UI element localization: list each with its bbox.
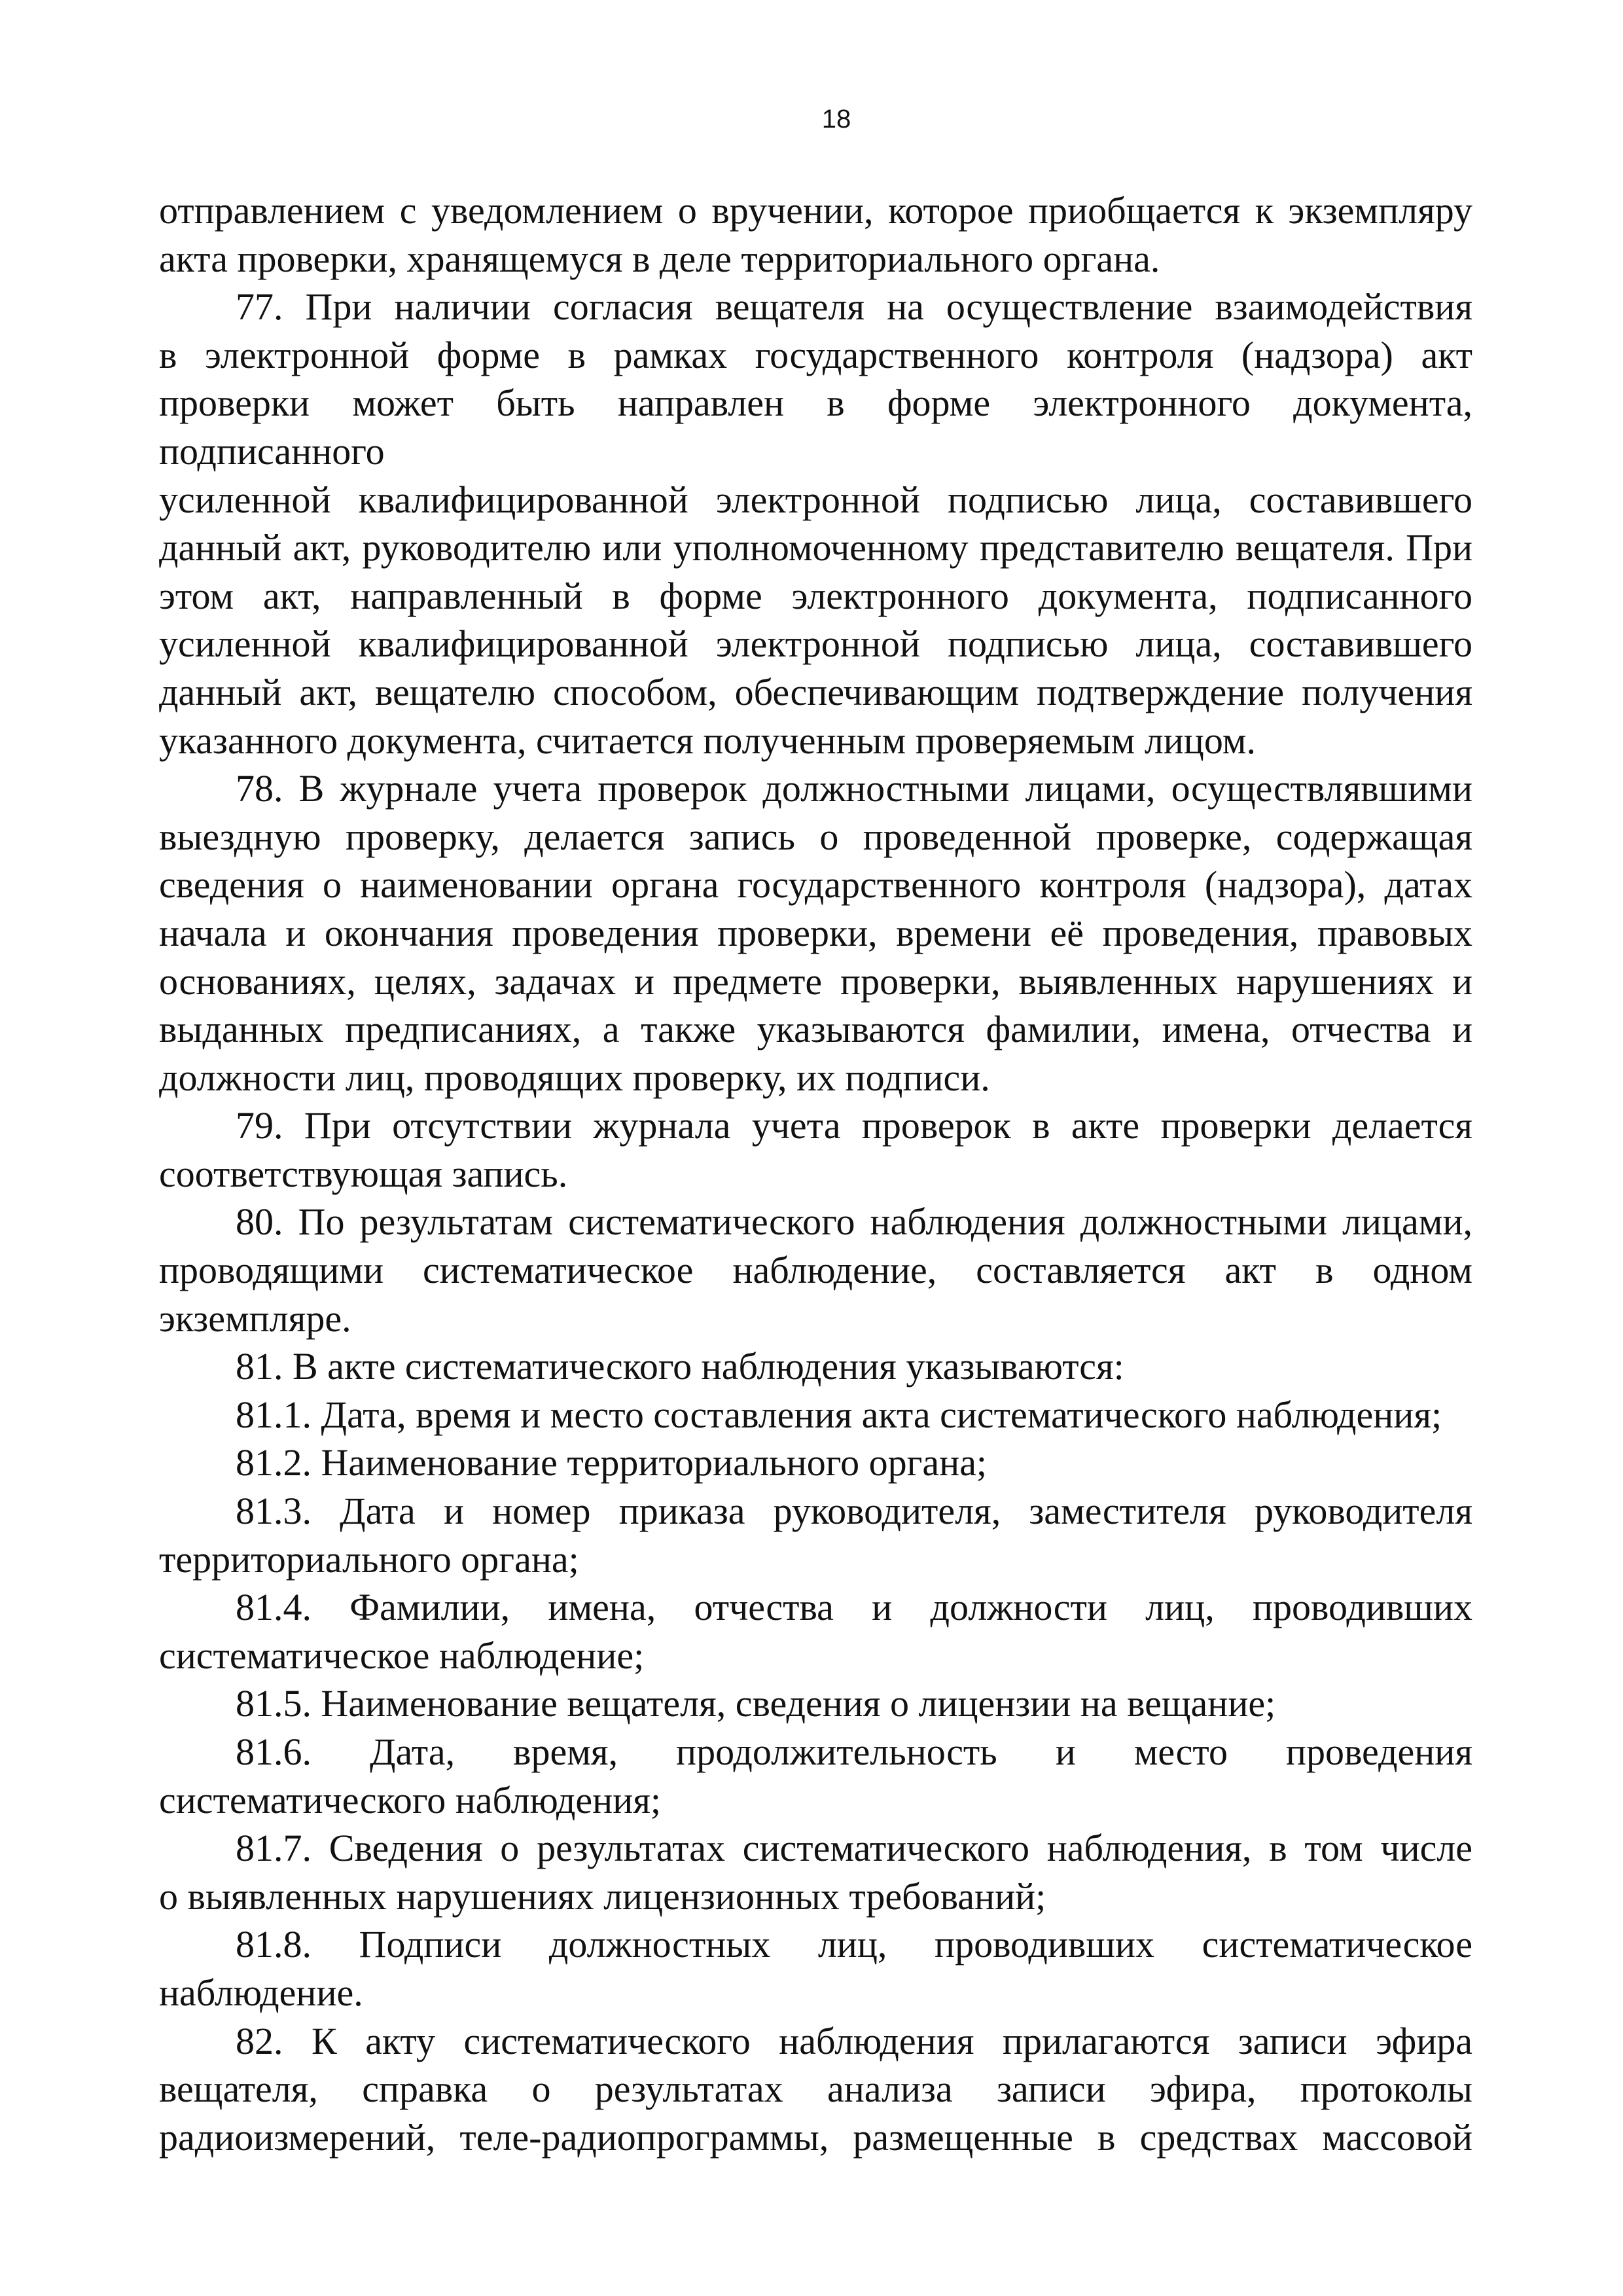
text-line: 82. К акту систематического наблюдения прилагаются записи эфира [236, 2019, 1472, 2062]
document-body [159, 187, 1472, 2161]
text-line: 78. В журнале учета проверок должностными лицами, осуществлявшими [236, 767, 1472, 810]
text-line: 80. По результатам систематического наблюдения должностными лицами, [236, 1200, 1472, 1244]
paragraph [159, 1824, 1472, 1920]
paragraph [159, 2017, 1472, 2162]
text-line: этом акт, направленный в форме электронного документа, подписанного [159, 574, 1472, 617]
text-line: 79. При отсутствии журнала учета проверок в акте проверки делается [236, 1104, 1472, 1147]
paragraph [159, 1583, 1472, 1679]
text-line: о выявленных нарушениях лицензионных требований; [159, 1874, 1046, 1918]
text-line: 81.4. Фамилии, имена, отчества и должности лиц, проводивших [236, 1586, 1472, 1629]
text-line: 81.6. Дата, время, продолжительность и место проведения [236, 1731, 1472, 1773]
text-line: 77. При наличии согласия вещателя на осуществление взаимодействия [236, 285, 1472, 329]
text-line: отправлением с уведомлением о вручении, которое приобщается к экземпляру [159, 189, 1472, 232]
text-line: радиоизмерений, теле-радиопрограммы, размещенные в средствах массовой [159, 2115, 1472, 2159]
text-line: основаниях, целях, задачах и предмете проверки, выявленных нарушениях и [159, 960, 1472, 1003]
text-line: выездную проверку, делается запись о проведенной проверке, содержащая [159, 815, 1472, 858]
page-number: 18 [821, 105, 851, 134]
paragraph [159, 1487, 1472, 1583]
text-line: проводящими систематическое наблюдение, составляется акт в одном [159, 1249, 1472, 1292]
paragraph [159, 1679, 1472, 1728]
text-line: проверки может быть направлен в форме электронного документа, подписанного [159, 382, 1472, 473]
text-line: наблюдение. [159, 1971, 363, 2014]
text-line: вещателя, справка о результатах анализа записи эфира, протоколы [159, 2068, 1472, 2111]
text-line: 81.5. Наименование вещателя, сведения о лицензии на вещание; [236, 1682, 1276, 1725]
text-line: указанного документа, считается полученным проверяемым лицом. [159, 719, 1256, 762]
text-line: 81. В акте систематического наблюдения указываются: [236, 1345, 1124, 1388]
text-line: территориального органа; [159, 1537, 579, 1581]
text-line: 81.1. Дата, время и место составления акта систематического наблюдения; [236, 1393, 1442, 1436]
paragraph [159, 187, 1472, 283]
text-line: акта проверки, хранящемуся в деле территориального органа. [159, 237, 1160, 280]
text-line: экземпляре. [159, 1297, 351, 1340]
paragraph [159, 1728, 1472, 1824]
text-line: выданных предписаниях, а также указываются фамилии, имена, отчества и [159, 1008, 1472, 1051]
text-line: должности лиц, проводящих проверку, их подписи. [159, 1056, 990, 1099]
paragraph [159, 1920, 1472, 2017]
paragraph [159, 1439, 1472, 1487]
text-line: сведения о наименовании органа государственного контроля (надзора), датах [159, 863, 1472, 906]
paragraph [159, 764, 1472, 1102]
text-line: данный акт, руководителю или уполномоченному представителю вещателя. При [159, 526, 1472, 569]
text-line: 81.2. Наименование территориального органа; [236, 1441, 988, 1484]
text-line: данный акт, вещателю способом, обеспечивающим подтверждение получения [159, 670, 1472, 713]
paragraph [159, 283, 1472, 764]
text-line: в электронной форме в рамках государственного контроля (надзора) акт [159, 333, 1472, 376]
paragraph [159, 1342, 1472, 1391]
paragraph [159, 1102, 1472, 1198]
text-line: 81.8. Подписи должностных лиц, проводивших систематическое [236, 1923, 1472, 1966]
paragraph [159, 1198, 1472, 1342]
text-line: усиленной квалифицированной электронной подписью лица, составившего [159, 478, 1472, 521]
text-line: соответствующая запись. [159, 1152, 568, 1195]
text-line: 81.3. Дата и номер приказа руководителя, заместителя руководителя [236, 1490, 1472, 1533]
text-line: 81.7. Сведения о результатах систематического наблюдения, в том числе [236, 1827, 1472, 1870]
text-line: усиленной квалифицированной электронной подписью лица, составившего [159, 622, 1472, 666]
text-line: систематическое наблюдение; [159, 1634, 645, 1677]
paragraph [159, 1391, 1472, 1439]
text-line: систематического наблюдения; [159, 1778, 662, 1821]
text-line: начала и окончания проведения проверки, времени её проведения, правовых [159, 911, 1472, 954]
